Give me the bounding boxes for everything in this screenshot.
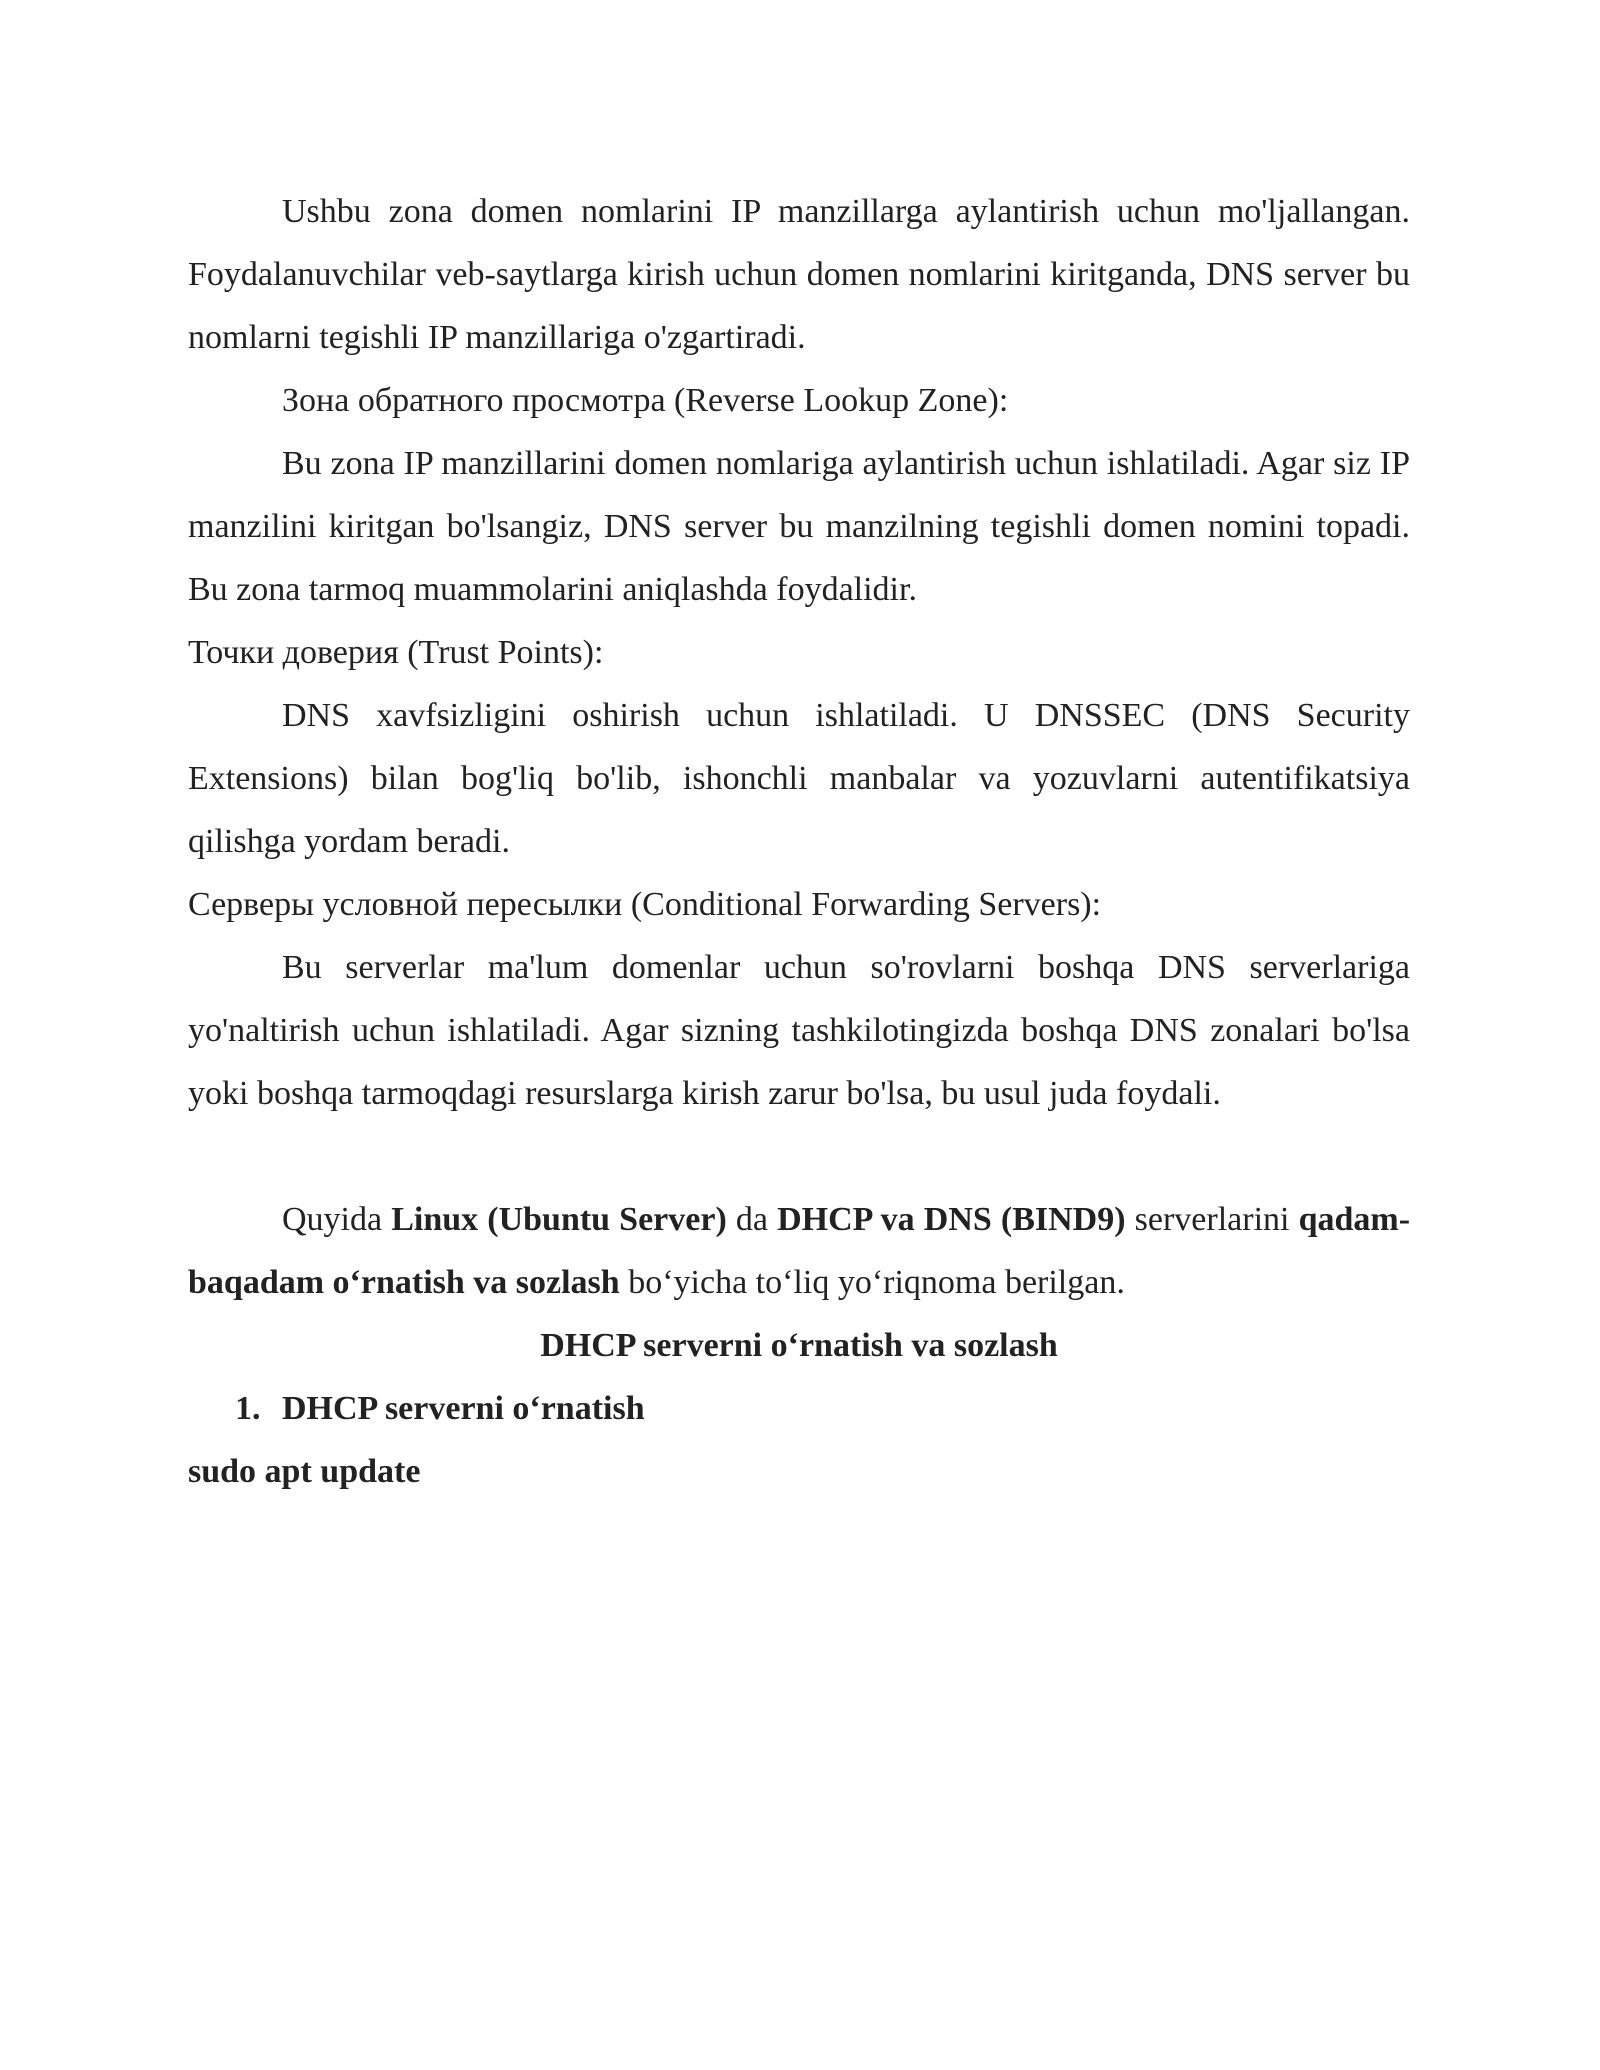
- intro-bold-linux: Linux (Ubuntu Server): [391, 1201, 727, 1238]
- intro-text-2: da: [726, 1201, 778, 1238]
- numbered-step-1: [188, 1377, 1410, 1440]
- paragraph-forward-zone: Ushbu zona domen nomlarini IP manzillarga aylantirish uchun mo'ljallangan. Foydalanuvchilar veb-saytlarga kirish uchun domen nomlarini kiritganda, DNS server bu nomlarni tegishli IP manzillariga o'zgartiradi.: [188, 193, 1410, 356]
- intro-text-4: bo‘yicha to‘liq yo‘riqnoma berilgan.: [619, 1264, 1125, 1301]
- section-title: DHCP serverni o‘rnatish va sozlash: [540, 1327, 1058, 1364]
- paragraph-trust-points: DNS xavfsizligini oshirish uchun ishlatiladi. U DNSSEC (DNS Security Extensions) bilan bog'liq bo'lib, ishonchli manbalar va yozuvlarni autentifikatsiya qilishga yordam beradi.: [188, 697, 1410, 860]
- intro-bold-install: qadam-baqadam o‘rnatish va sozlash: [188, 1201, 1411, 1301]
- command-line: sudo apt update: [188, 1453, 421, 1490]
- heading-conditional-forwarding: Серверы условной пересылки (Conditional Forwarding Servers):: [188, 886, 1102, 923]
- paragraph-reverse-zone: Bu zona IP manzillarini domen nomlariga aylantirish uchun ishlatiladi. Agar siz IP manzilini kiritgan bo'lsangiz, DNS server bu manzilning tegishli domen nomini topadi. Bu zona tarmoq muammolarini aniqlashda foydalidir.: [188, 445, 1410, 608]
- step-label: DHCP serverni o‘rnatish: [282, 1390, 645, 1427]
- blank-line: [188, 1125, 1410, 1188]
- heading-reverse-lookup-zone: Зона обратного просмотра (Reverse Lookup Zone):: [282, 382, 1009, 419]
- intro-text-1: Quyida: [282, 1201, 392, 1238]
- step-number: 1.: [235, 1390, 261, 1427]
- paragraph-intro: [188, 1188, 1410, 1314]
- intro-bold-dhcp-dns: DHCP va DNS (BIND9): [777, 1201, 1126, 1238]
- intro-text-3: serverlarini: [1125, 1201, 1299, 1238]
- paragraph-conditional-forwarding: Bu serverlar ma'lum domenlar uchun so'rovlarni boshqa DNS serverlariga yo'naltirish uchun ishlatiladi. Agar sizning tashkilotingizda boshqa DNS zonalari bo'lsa yoki boshqa tarmoqdagi resurslarga kirish zarur bo'lsa, bu usul juda foydali.: [188, 949, 1410, 1112]
- heading-trust-points: Точки доверия (Trust Points):: [188, 634, 604, 671]
- document-page: [188, 180, 1410, 1503]
